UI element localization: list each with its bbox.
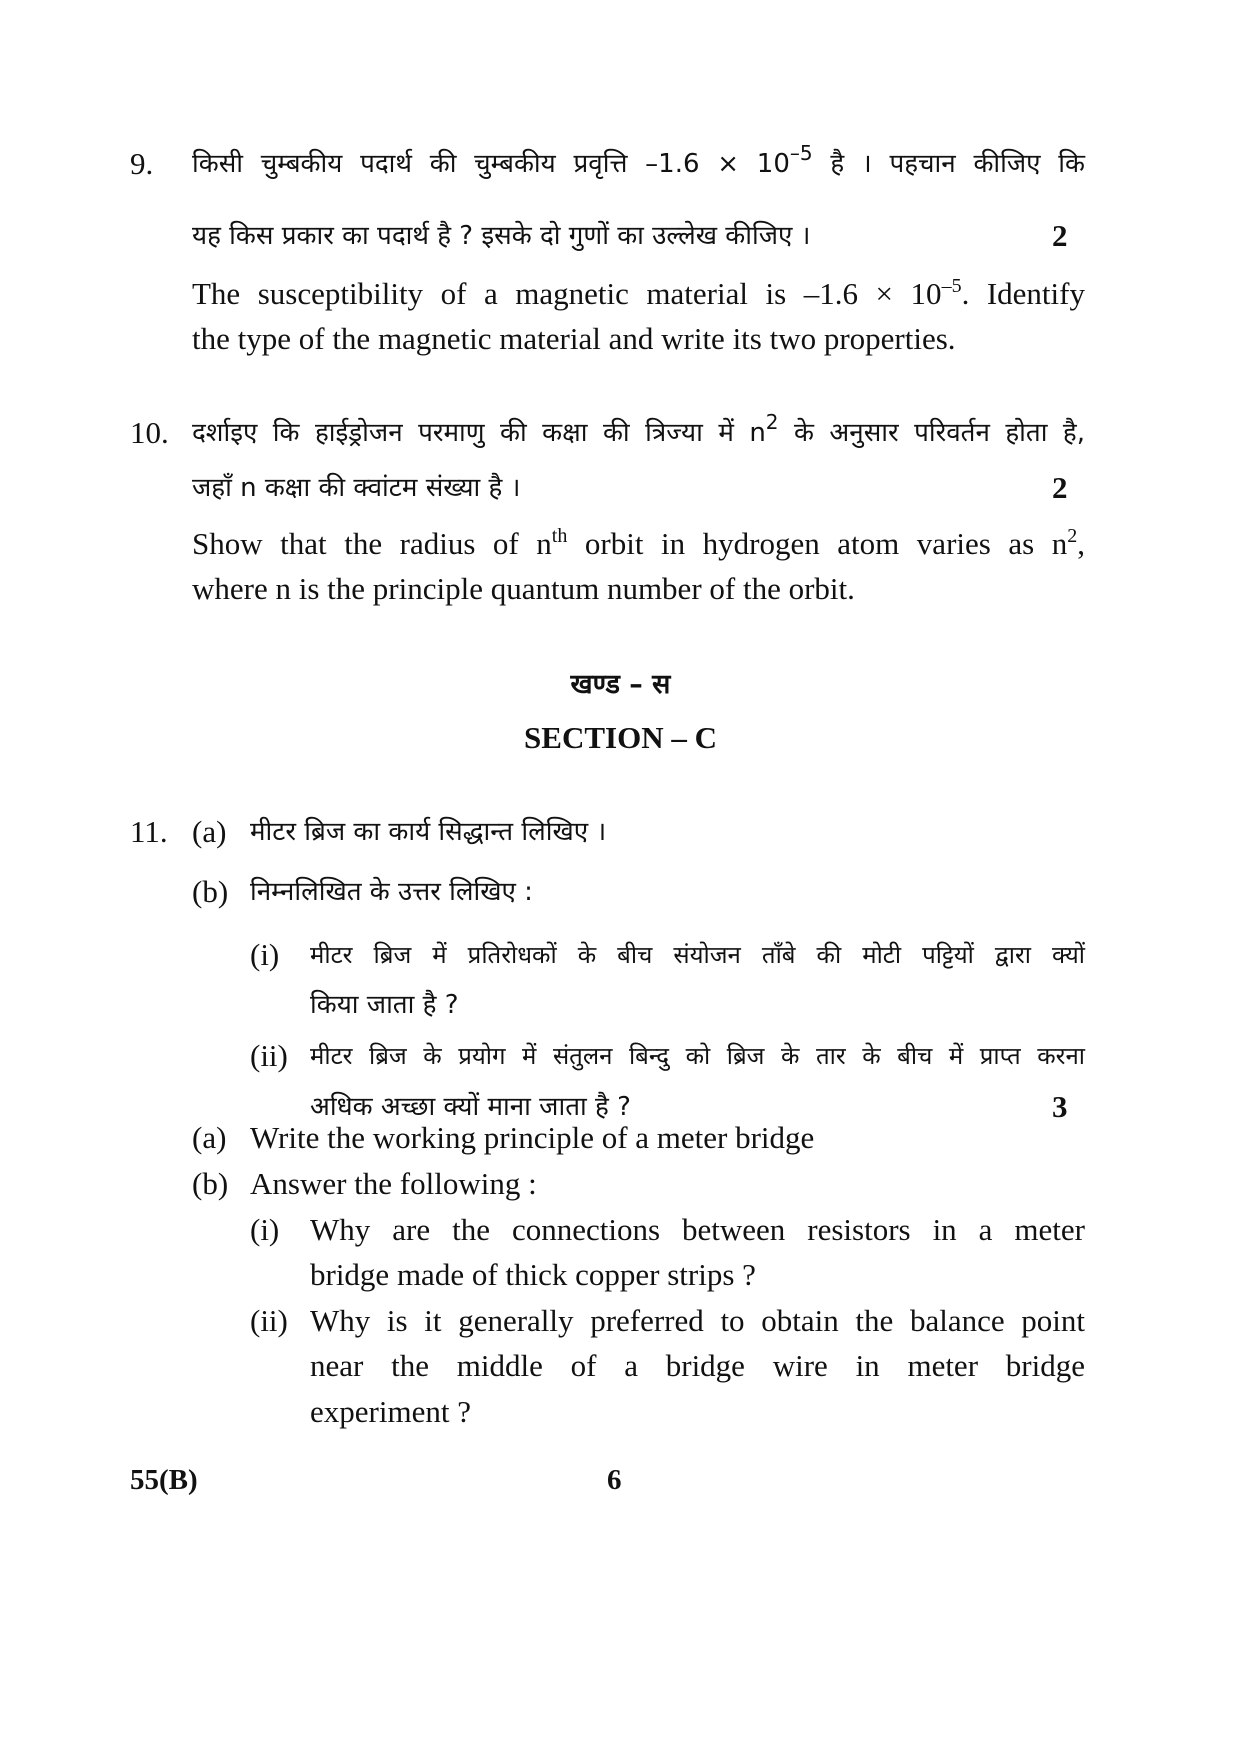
q10-english-line-1-tail: , [1077, 526, 1085, 561]
q10-english-sup-th: th [551, 525, 568, 547]
q11-hindi-a-label: (a) [192, 814, 227, 849]
q11-english-i-line-2: bridge made of thick copper strips ? [310, 1257, 756, 1292]
q9-english-line-1-text: The susceptibility of a magnetic material is –1.6 × 10 [192, 276, 942, 311]
q11-english-ii-line-2: near the middle of a bridge wire in meter bridge [310, 1348, 1085, 1383]
paper-code: 55(B) [130, 1464, 198, 1496]
q10-hindi-line-2: जहाँ n कक्षा की क्वांटम संख्या है । [192, 473, 521, 503]
q11-hindi-ii-line-1: मीटर ब्रिज के प्रयोग में संतुलन बिन्दु को ब्रिज के तार के बीच में प्राप्त करना [310, 1042, 1085, 1070]
q10-hindi-line-1 [192, 410, 1085, 453]
q9-english-line-1 [192, 274, 1085, 314]
q11-english-ii-label: (ii) [250, 1303, 288, 1338]
q11-hindi-a-text: मीटर ब्रिज का कार्य सिद्धान्त लिखिए । [250, 817, 607, 847]
q10-hindi-line-1-text: दर्शाइए कि हाईड्रोजन परमाणु की कक्षा की त्रिज्या में n [192, 418, 766, 448]
q11-hindi-ii-line-2: अधिक अच्छा क्यों माना जाता है ? [310, 1092, 631, 1122]
q10-english-line-1-a: Show that the radius of n [192, 526, 552, 561]
q11-hindi-i-line-1: मीटर ब्रिज में प्रतिरोधकों के बीच संयोजन ताँबे की मोटी पट्टियों द्वारा क्यों [310, 941, 1085, 969]
page-number: 6 [607, 1464, 622, 1496]
q9-hindi-line-1 [192, 141, 1085, 184]
q11-english-b-text: Answer the following : [250, 1166, 537, 1201]
q11-english-i-line-1: Why are the connections between resistors in a meter [310, 1212, 1085, 1247]
section-title-hindi: खण्ड – स [570, 669, 671, 700]
q10-hindi-exponent: 2 [765, 410, 779, 434]
q11-marks: 3 [1052, 1089, 1068, 1124]
q9-hindi-line-1-text: किसी चुम्बकीय पदार्थ की चुम्बकीय प्रवृत्ति –1.6 × 10 [192, 149, 790, 179]
q11-english-a-text: Write the working principle of a meter bridge [250, 1120, 815, 1155]
q9-hindi-exponent: –5 [789, 141, 813, 165]
q10-english-line-2: where n is the principle quantum number of the orbit. [192, 571, 855, 606]
section-title-english: SECTION – C [524, 720, 717, 755]
q9-marks: 2 [1052, 218, 1068, 253]
q9-english-line-2: the type of the magnetic material and write its two properties. [192, 321, 956, 356]
q10-marks: 2 [1052, 470, 1068, 505]
q10-english-line-1 [192, 524, 1085, 564]
q11-hindi-i-line-2: किया जाता है ? [310, 990, 459, 1020]
question-number-11: 11. [130, 814, 168, 849]
q9-hindi-line-1-tail: है । पहचान कीजिए कि [812, 149, 1085, 179]
q10-english-exponent: 2 [1067, 525, 1078, 547]
q11-english-a-label: (a) [192, 1120, 227, 1155]
q11-hindi-b-text: निम्नलिखित के उत्तर लिखिए : [250, 877, 533, 907]
question-number-10: 10. [130, 415, 169, 450]
q10-hindi-line-1-tail: के अनुसार परिवर्तन होता है, [778, 418, 1085, 448]
q11-hindi-ii-label: (ii) [250, 1038, 288, 1073]
q11-english-ii-line-1: Why is it generally preferred to obtain the balance point [310, 1303, 1085, 1338]
q9-hindi-line-2: यह किस प्रकार का पदार्थ है ? इसके दो गुणों का उल्लेख कीजिए । [192, 221, 811, 251]
q9-english-line-1-tail: . Identify [961, 276, 1085, 311]
q9-english-exponent: –5 [941, 275, 962, 297]
q11-hindi-b-label: (b) [192, 874, 229, 909]
q11-english-i-label: (i) [250, 1212, 280, 1247]
q11-english-ii-line-3: experiment ? [310, 1394, 471, 1429]
q11-english-b-label: (b) [192, 1166, 229, 1201]
q11-hindi-i-label: (i) [250, 937, 280, 972]
q10-english-line-1-b: orbit in hydrogen atom varies as n [567, 526, 1068, 561]
question-number-9: 9. [130, 146, 154, 181]
